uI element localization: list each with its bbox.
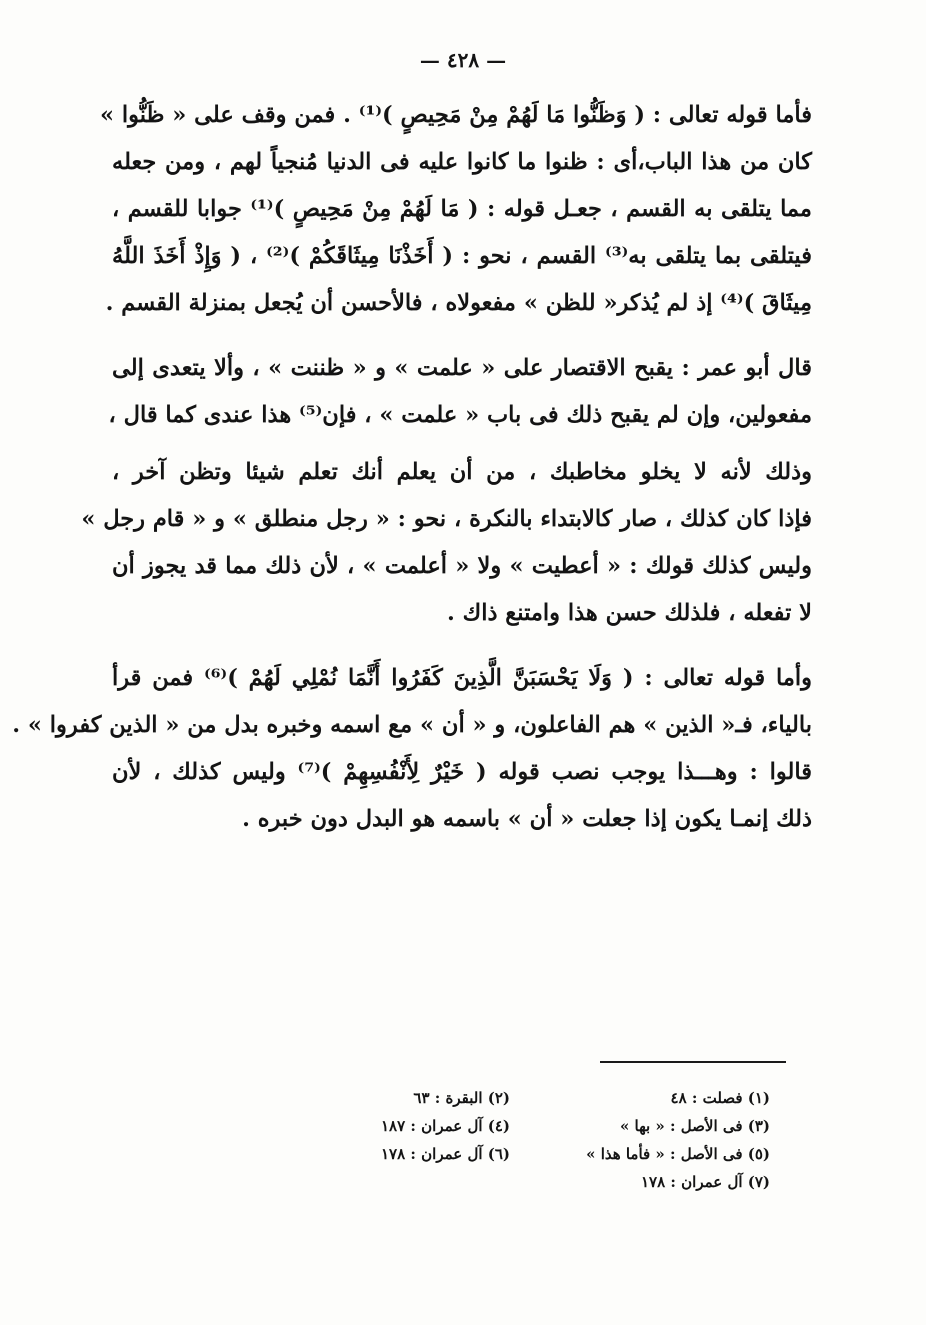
text-line: لا تفعله ، فلذلك حسن هذا وامتنع ذاك . — [446, 600, 812, 626]
text-line: بالياء، فـ« الذين » هم الفاعلون، و « أن » مع اسمه وخبره بدل من « الذين كفروا » . — [12, 712, 812, 738]
footnote: (٥) فى الأصل : « فأما هذا » — [586, 1145, 770, 1163]
text-line: وليس كذلك قولك : « أعطيت » ولا « أعلمت » ، لأن ذلك مما قد يجوز أن — [112, 553, 812, 579]
paragraph — [99, 92, 812, 327]
footnote: (١) فصلت : ٤٨ — [670, 1089, 770, 1107]
footnote: (٦) آل عمران : ١٧٨ — [380, 1145, 510, 1163]
footnote-row — [250, 1140, 770, 1168]
footnote-row — [250, 1112, 770, 1140]
footnote-row — [250, 1084, 770, 1112]
text-line: قالوا : وهـــذا يوجب نصب قوله ( خَيْرٌ لِأَنْفُسِهِمْ )⁽⁷⁾ وليس كذلك ، لأن — [112, 759, 812, 785]
text-line: فإذا كان كذلك ، صار كالابتداء بالنكرة ، نحو : « رجل منطلق » و « قام رجل » — [81, 506, 812, 532]
text-line: فأما قوله تعالى : ( وَظَنُّوا مَا لَهُمْ مِنْ مَحِيصٍ )⁽¹⁾ . فمن وقف على « ظَنُّوا » — [99, 102, 812, 128]
text-line: مفعولين، وإن لم يقبح ذلك فى باب « علمت » ، فإن⁽⁵⁾ هذا عندى كما قال ، — [108, 402, 812, 428]
footnotes — [250, 1084, 770, 1196]
footnote-row — [250, 1168, 770, 1196]
footnote: (٢) البقرة : ٦٣ — [413, 1089, 510, 1107]
page-number: — ٤٢٨ — — [419, 48, 507, 72]
text-line: وذلك لأنه لا يخلو مخاطبك ، من أن يعلم أنك تعلم شيئا وتظن آخر ، — [112, 459, 812, 485]
paragraph — [108, 345, 812, 439]
main-text — [12, 92, 812, 843]
text-line: قال أبو عمر : يقبح الاقتصار على « علمت » و « ظننت » ، وألا يتعدى إلى — [112, 355, 812, 381]
text-line: كان من هذا الباب،أى : ظنوا ما كانوا عليه فى الدنيا مُنجياً لهم ، ومن جعله — [112, 149, 812, 175]
text-line: مما يتلقى به القسم ، جعـل قوله : ( مَا لَهُمْ مِنْ مَحِيصٍ )⁽¹⁾ جوابا للقسم ، — [112, 196, 812, 222]
text-line: فيتلقى بما يتلقى به⁽³⁾ القسم ، نحو : ( أَخَذْنَا مِيثَاقَكُمْ )⁽²⁾ ، ( وَإِذْ أَخَذَ اللَّهُ — [112, 243, 812, 269]
text-line: مِيثَاقَ )⁽⁴⁾ إذ لم يُذكر« للظن » مفعولاه ، فالأحسن أن يُجعل بمنزلة القسم . — [105, 290, 812, 316]
text-line: ذلك إنمـا يكون إذا جعلت « أن » باسمه هو البدل دون خبره . — [242, 806, 812, 832]
footnote: (٣) فى الأصل : « بها » — [619, 1117, 770, 1135]
footnote-separator — [600, 1061, 786, 1063]
paragraph — [81, 449, 812, 637]
footnote: (٧) آل عمران : ١٧٨ — [640, 1173, 770, 1191]
footnote: (٤) آل عمران : ١٨٧ — [380, 1117, 510, 1135]
paragraph — [12, 655, 812, 843]
text-line: وأما قوله تعالى : ( وَلَا يَحْسَبَنَّ الَّذِينَ كَفَرُوا أَنَّمَا نُمْلِي لَهُمْ )⁽⁶⁾ فمن قرأ — [112, 665, 812, 691]
footnote — [250, 1168, 510, 1196]
